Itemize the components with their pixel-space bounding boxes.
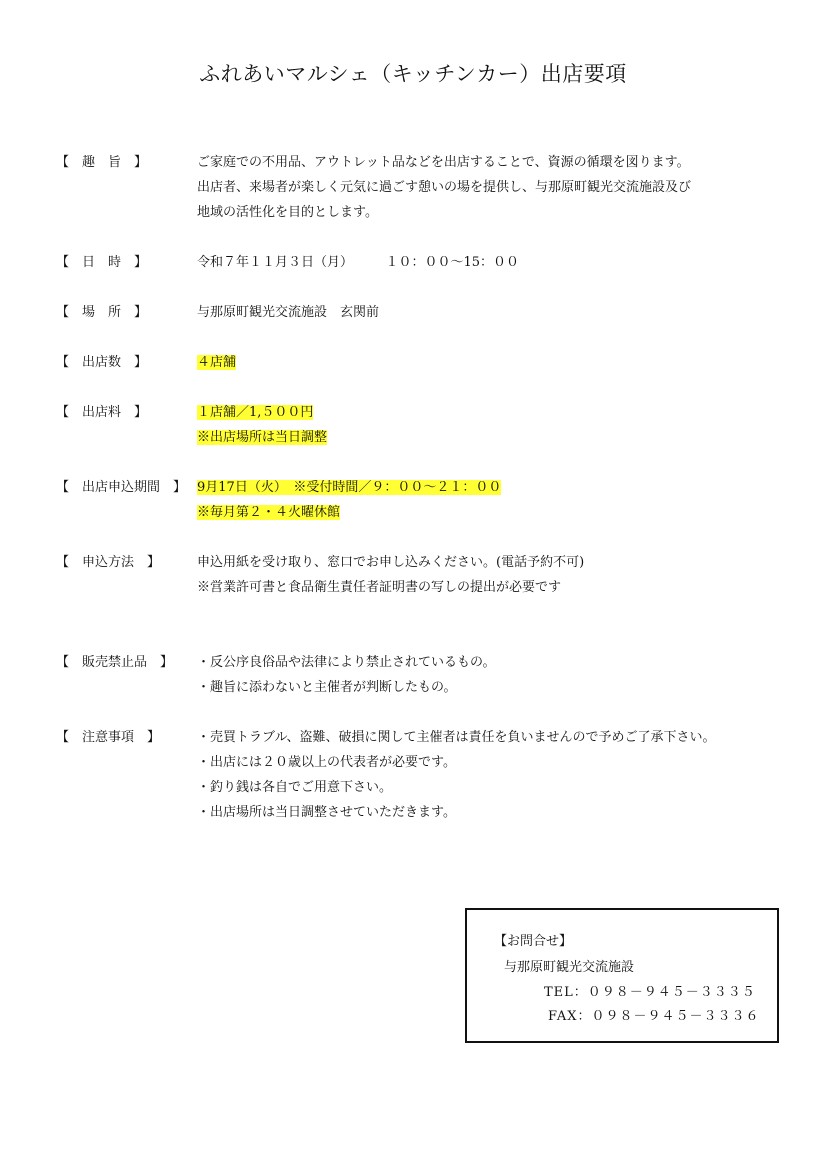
content-line-highlighted: ※毎月第２・４火曜休館 (197, 505, 341, 520)
section-content (197, 550, 584, 600)
section-content (197, 725, 715, 825)
content-line: ・釣り銭は各自でご用意下さい。 (197, 780, 393, 795)
content-line-highlighted: ※出店場所は当日調整 (197, 430, 328, 445)
section-label: 【 場 所 】 (56, 305, 148, 320)
content-line-highlighted: 9月17日（火） ※受付時間／９：００～２１：００ (197, 480, 502, 495)
section-content (197, 250, 519, 275)
contact-box (465, 908, 779, 1043)
section-content (197, 350, 236, 375)
section-label: 【 日 時 】 (56, 255, 148, 270)
contact-organization: 与那原町観光交流施設 (504, 960, 635, 975)
section-label: 【 注意事項 】 (56, 730, 161, 745)
section-label: 【 申込方法 】 (56, 555, 161, 570)
document-title: ふれあいマルシェ（キッチンカー）出店要項 (199, 62, 627, 86)
contact-phone: TEL：０９８－９４５－３３３５ (544, 985, 756, 1000)
content-line: ※営業許可書と食品衛生責任者証明書の写しの提出が必要です (197, 580, 562, 595)
section-content (197, 150, 691, 225)
section-label: 【 趣 旨 】 (56, 155, 148, 170)
content-line: ご家庭での不用品、アウトレット品などを出店することで、資源の循環を図ります。 (197, 155, 690, 170)
content-line: 地域の活性化を目的とします。 (197, 205, 378, 220)
content-line: 与那原町観光交流施設 玄関前 (197, 305, 380, 320)
section-label: 【 販売禁止品 】 (56, 655, 174, 670)
content-line: 令和７年１１月３日（月） １０：００～15：００ (197, 255, 520, 270)
content-line: ・趣旨に添わないと主催者が判断したもの。 (197, 680, 457, 695)
content-line-highlighted: １店舗／1,５００円 (197, 405, 314, 420)
section-label: 【 出店料 】 (56, 405, 148, 420)
content-line: 出店者、来場者が楽しく元気に過ごす憩いの場を提供し、与那原町観光交流施設及び (197, 180, 692, 195)
section-content (197, 475, 501, 525)
content-line: 申込用紙を受け取り、窓口でお申し込みください。(電話予約不可) (197, 555, 585, 570)
contact-heading: 【お問合せ】 (494, 934, 573, 949)
content-line: ・反公序良俗品や法律により禁止されているもの。 (197, 655, 496, 670)
contact-fax: FAX：０９８－９４５－３３３６ (548, 1009, 760, 1024)
section-content (197, 300, 379, 325)
content-line: ・売買トラブル、盗難、破損に関して主催者は責任を負いませんので予めご了承下さい。 (197, 730, 716, 745)
section-content (197, 650, 495, 700)
content-line: ・出店には２０歳以上の代表者が必要です。 (197, 755, 456, 770)
section-label: 【 出店申込期間 】 (56, 480, 187, 495)
content-line-highlighted: ４店舗 (197, 355, 237, 370)
content-line: ・出店場所は当日調整させていただきます。 (197, 805, 456, 820)
section-label: 【 出店数 】 (56, 355, 148, 370)
section-content (197, 400, 327, 450)
